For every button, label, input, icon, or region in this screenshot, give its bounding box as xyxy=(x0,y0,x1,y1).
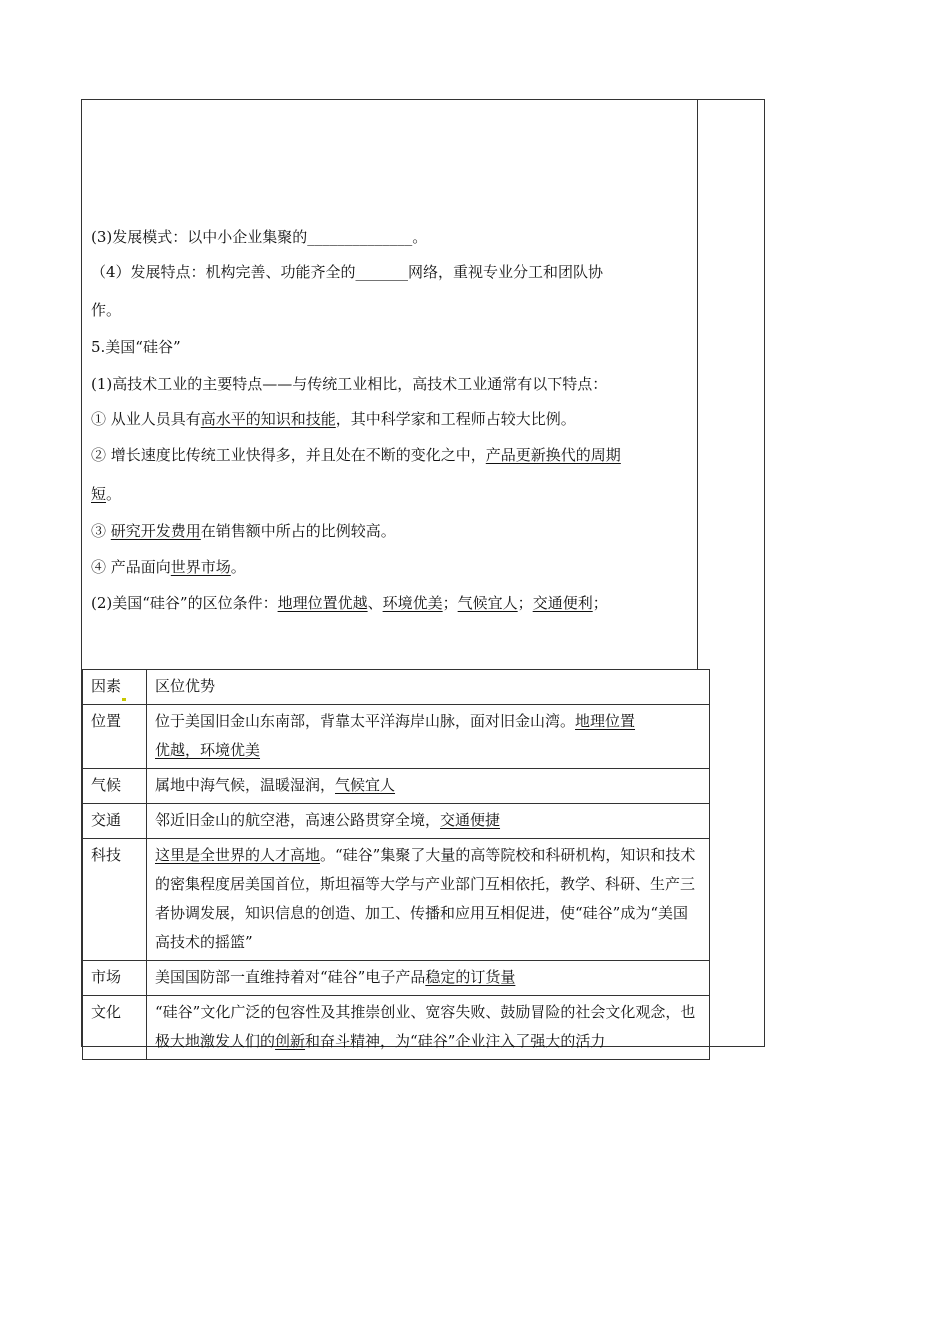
feature-point-2-cont: 短。 xyxy=(91,485,122,503)
table-row xyxy=(83,839,710,961)
development-features-line: （4）发展特点：机构完善、功能齐全的_______网络，重视专业分工和团队协 xyxy=(91,263,604,281)
subheading-features: (1)高技术工业的主要特点——与传统工业相比，高技术工业通常有以下特点： xyxy=(91,375,608,393)
row-advantage: 邻近旧金山的航空港，高速公路贯穿全境，交通便捷 xyxy=(147,804,710,839)
table-row xyxy=(83,769,710,804)
feature-point-1: ① 从业人员具有高水平的知识和技能，其中科学家和工程师占较大比例。 xyxy=(91,410,576,428)
header-advantage: 区位优势 xyxy=(147,670,710,705)
table-row xyxy=(83,804,710,839)
section-heading: 5.美国“硅谷” xyxy=(91,338,181,356)
location-advantages-table xyxy=(82,669,710,1060)
development-mode-line: (3)发展模式：以中小企业集聚的______________。 xyxy=(91,228,428,246)
table-header-row xyxy=(83,670,710,705)
row-advantage: 位于美国旧金山东南部，背靠太平洋海岸山脉，面对旧金山湾。地理位置 优越，环境优美 xyxy=(147,705,710,769)
row-factor: 气候 xyxy=(83,769,147,804)
feature-point-3: ③ 研究开发费用在销售额中所占的比例较高。 xyxy=(91,522,396,540)
frame-divider xyxy=(697,99,698,669)
header-factor: 因素 xyxy=(83,670,147,705)
location-conditions: (2)美国“硅谷”的区位条件：地理位置优越、环境优美；气候宜人；交通便利； xyxy=(91,594,608,612)
table-row xyxy=(83,996,710,1060)
table-row xyxy=(83,961,710,996)
row-advantage: 属地中海气候，温暖湿润，气候宜人 xyxy=(147,769,710,804)
row-factor: 交通 xyxy=(83,804,147,839)
row-factor: 科技 xyxy=(83,839,147,961)
feature-point-4: ④ 产品面向世界市场。 xyxy=(91,558,246,576)
row-factor: 文化 xyxy=(83,996,147,1060)
table-row xyxy=(83,705,710,769)
row-advantage: 这里是全世界的人才高地。“硅谷”集聚了大量的高等院校和科研机构，知识和技术的密集程度居美国首位，斯坦福等大学与产业部门互相依托，教学、科研、生产三者协调发展，知识信息的创造、加工、传播和应用互相促进，使“硅谷”成为“美国高技术的摇篮” xyxy=(147,839,710,961)
row-advantage: 美国国防部一直维持着对“硅谷”电子产品稳定的订货量 xyxy=(147,961,710,996)
row-advantage: “硅谷”文化广泛的包容性及其推崇创业、宽容失败、鼓励冒险的社会文化观念，也极大地激发人们的创新和奋斗精神，为“硅谷”企业注入了强大的活力 xyxy=(147,996,710,1060)
feature-point-2: ② 增长速度比传统工业快得多，并且处在不断的变化之中，产品更新换代的周期 xyxy=(91,446,621,464)
row-factor: 位置 xyxy=(83,705,147,769)
development-features-cont: 作。 xyxy=(91,301,122,319)
row-factor: 市场 xyxy=(83,961,147,996)
